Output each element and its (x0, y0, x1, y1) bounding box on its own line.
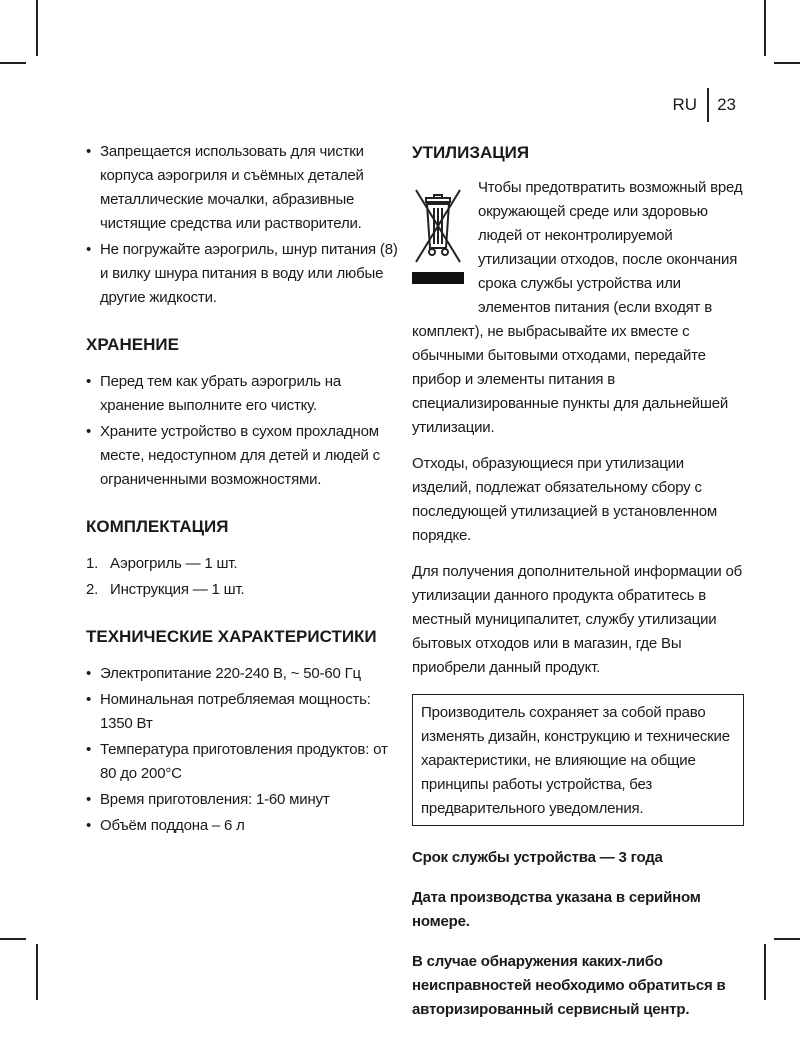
specs-section (86, 624, 401, 838)
crop-mark (774, 62, 800, 64)
disposal-paragraph: Отходы, образующиеся при утилизации изделий, подлежат обязательному сбору с последующей утилизацией в установленном порядке. (412, 455, 718, 544)
notice-text: Производитель сохраняет за собой право изменять дизайн, конструкцию и технические характеристики, не влияющие на общие принципы работы устройства, без предварительного уведомления. (421, 704, 730, 817)
list-item: • Электропитание 220-240 В, ~ 50-60 Гц (86, 662, 401, 686)
section-title: ХРАНЕНИЕ (86, 335, 179, 354)
item-number: 1. (86, 555, 99, 572)
crop-mark (0, 62, 26, 64)
list-item: • Храните устройство в сухом прохладном месте, недоступном для детей и людей с ограниченными возможностями. (86, 420, 401, 492)
item-text: Инструкция — 1 шт. (110, 581, 245, 598)
disposal-section (412, 140, 744, 452)
language-code: RU (672, 95, 698, 114)
service-life: Срок службы устройства — 3 года (412, 849, 663, 866)
list-item (86, 578, 401, 602)
list-item: • Время приготовления: 1-60 минут (86, 788, 401, 812)
disposal-paragraph: Для получения дополнительной информации об утилизации данного продукта обратитесь в местный муниципалитет, службу утилизации бытовых отходов или в магазин, где Вы приобрели данный продукт. (412, 563, 743, 676)
crop-mark (0, 938, 26, 940)
production-date-note: Дата производства указана в серийном номере. (412, 889, 701, 930)
manufacturer-notice-box (412, 694, 744, 826)
page-header (673, 88, 736, 122)
crop-mark (764, 944, 766, 1000)
page-number: 23 (717, 95, 736, 114)
list-item: • Запрещается использовать для чистки корпуса аэрогриля и съёмных деталей металлические мочалки, абразивные чистящие средства или растворители. (86, 140, 401, 236)
list-item: • Перед тем как убрать аэрогриль на хранение выполните его чистку. (86, 370, 401, 418)
item-number: 2. (86, 581, 99, 598)
list-item: • Температура приготовления продуктов: от 80 до 200°С (86, 738, 401, 786)
crop-mark (764, 0, 766, 56)
list-item (86, 552, 401, 576)
disposal-paragraph: Чтобы предотвратить возможный вред окружающей среде или здоровью людей от неконтролируемой утилизации отходов, после окончания срока службы устройства или элементов питания (если входят в комплект), не выбрасывайте их вместе с обычными бытовыми отходами, передайте прибор и элементы питания в специализированные пункты для дальнейшей утилизации. (412, 179, 743, 436)
section-title: КОМПЛЕКТАЦИЯ (86, 517, 229, 536)
list-item: • Номинальная потребляемая мощность: 1350 Вт (86, 688, 401, 736)
left-column (86, 140, 401, 840)
crop-mark (774, 938, 800, 940)
section-title: ТЕХНИЧЕСКИЕ ХАРАКТЕРИСТИКИ (86, 627, 377, 646)
section-title: УТИЛИЗАЦИЯ (412, 143, 530, 162)
crop-mark (36, 944, 38, 1000)
right-column (412, 140, 744, 1038)
list-item: • Не погружайте аэрогриль, шнур питания (8) и вилку шнура питания в воду или любые другие жидкости. (86, 238, 401, 310)
malfunction-note: В случае обнаружения каких-либо неисправностей необходимо обратиться в авторизированный сервисный центр. (412, 953, 726, 1018)
crossed-out-wheelie-bin-icon (412, 180, 464, 294)
cleaning-bullets (86, 140, 401, 310)
list-item: • Объём поддона – 6 л (86, 814, 401, 838)
item-text: Аэрогриль — 1 шт. (110, 555, 238, 572)
package-section (86, 514, 401, 602)
storage-section (86, 332, 401, 492)
crop-mark (36, 0, 38, 56)
